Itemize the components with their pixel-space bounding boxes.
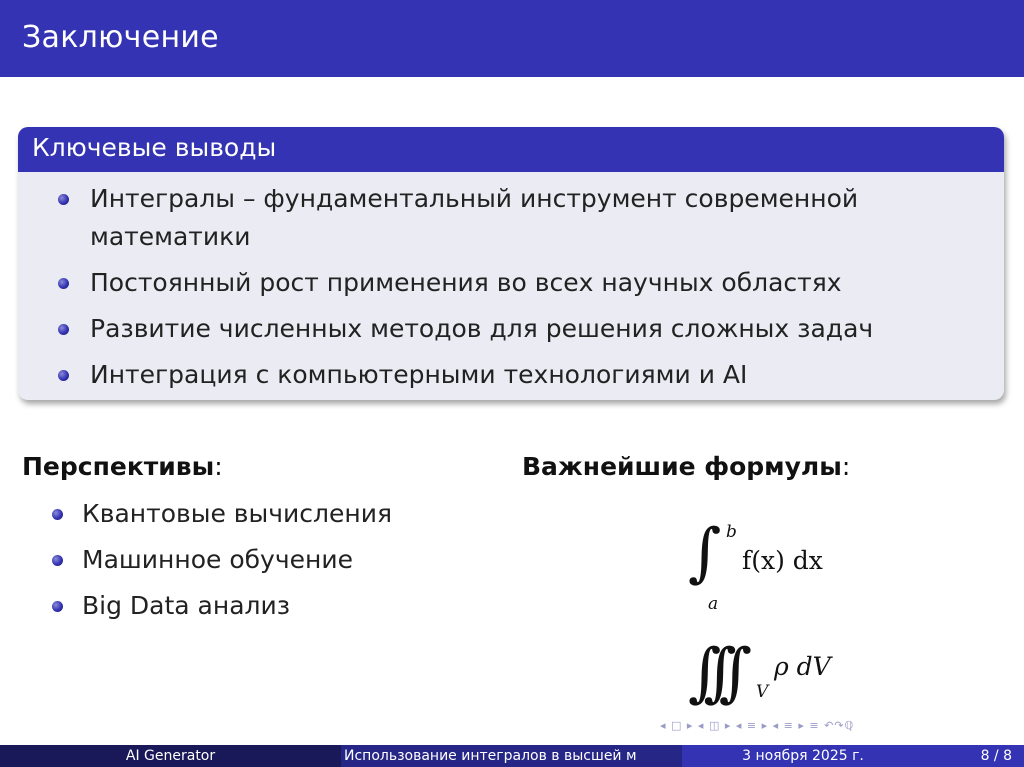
bullet-icon: [58, 278, 69, 289]
list-item: Машинное обучение: [22, 541, 492, 579]
bullet-icon: [52, 509, 63, 520]
list-item: Интегралы – фундаментальный инструмент современной математики: [48, 180, 1004, 256]
integral-sign: ∫: [688, 516, 722, 590]
bullet-icon: [52, 555, 63, 566]
bullet-icon: [58, 194, 69, 205]
definite-integral-formula: [688, 516, 848, 614]
key-findings-list: [48, 180, 1004, 394]
slide-title: Заключение: [0, 0, 1024, 77]
integrand: ρ dV: [774, 652, 831, 681]
footer-title: Использование интегралов в высшей м: [341, 745, 682, 767]
perspectives-list: [22, 495, 492, 625]
perspectives-column: [22, 452, 492, 633]
upper-limit: b: [726, 522, 737, 542]
footer: [0, 745, 1024, 767]
bullet-icon: [52, 601, 63, 612]
bullet-icon: [58, 370, 69, 381]
perspectives-heading: Перспективы:: [22, 452, 223, 481]
list-item: Квантовые вычисления: [22, 495, 492, 533]
formulas-column: [522, 452, 1002, 481]
integrand: f(x) dx: [742, 546, 823, 575]
lower-limit: a: [708, 594, 719, 614]
integration-domain: V: [756, 682, 769, 702]
bullet-icon: [58, 324, 69, 335]
triple-integral-formula: [688, 636, 868, 716]
list-item: Постоянный рост применения во всех научных областях: [48, 264, 1004, 302]
list-item: Развитие численных методов для решения сложных задач: [48, 310, 1004, 348]
triple-integral-sign: ∫∫∫: [688, 636, 735, 710]
footer-author: AI Generator: [0, 745, 341, 767]
key-findings-block: [18, 127, 1004, 400]
formulas-heading: Важнейшие формулы:: [522, 452, 851, 481]
block-title: Ключевые выводы: [18, 127, 1004, 172]
beamer-navigation-icons[interactable]: ◂ □ ▸ ◂ ◫ ▸ ◂ ≡ ▸ ◂ ≡ ▸ ≡ ↶↷ℚ: [660, 719, 855, 732]
list-item: Интеграция с компьютерными технологиями и AI: [48, 356, 1004, 394]
footer-page-number: 8 / 8: [924, 745, 1024, 767]
footer-date: 3 ноября 2025 г.: [682, 745, 924, 767]
list-item: Big Data анализ: [22, 587, 492, 625]
